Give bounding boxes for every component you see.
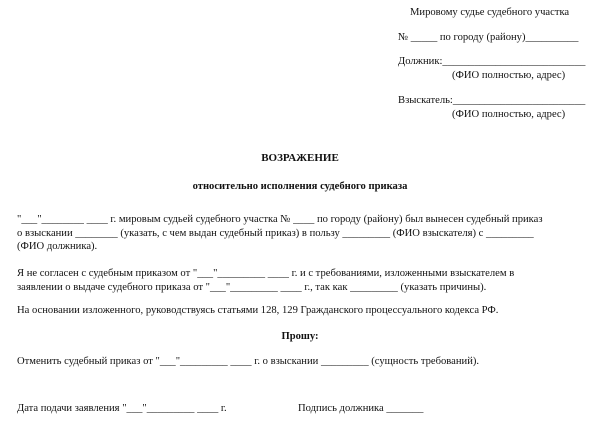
request-heading: Прошу: (281, 331, 319, 342)
claimant-hint: (ФИО полностью, адрес) (452, 109, 566, 120)
request-text: Отменить судебный приказ от "___"_________ ____ г. о взыскании _________ (сущность требований). (17, 356, 480, 367)
paragraph-1-line: "___"________ ____ г. мировым судьей судебного участка № ____ по городу (району) был вынесен судебный приказ (17, 214, 543, 225)
paragraph-1-line: (ФИО должника). (17, 241, 98, 252)
paragraph-2 (17, 267, 569, 294)
paragraph-1-line: о взыскании ________ (указать, с чем выдан судебный приказ) в пользу _________ (ФИО взыскателя) с _________ (17, 227, 534, 239)
paragraph-3 (17, 304, 569, 318)
addressee-line: Мировому судье судебного участка (410, 7, 570, 18)
document-title: ВОЗРАЖЕНИЕ (261, 152, 339, 164)
filing-date-line: Дата подачи заявления "___"_________ ____ г. (17, 403, 227, 414)
paragraph-2-line: заявлении о выдаче судебного приказа от "___"_________ ____ г., так как _________ (указать причины). (17, 281, 487, 293)
debtor-line: Должник:___________________________ (398, 56, 586, 67)
paragraph-1 (17, 213, 569, 254)
paragraph-2-line: Я не согласен с судебным приказом от "___"_________ ____ г. и с требованиями, изложенными взыскателем в (17, 268, 515, 279)
paragraph-3-line: На основании изложенного, руководствуясь статьями 128, 129 Гражданского процессуального кодекса РФ. (17, 305, 499, 316)
signature-line: Подпись должника _______ (298, 403, 424, 414)
document-subtitle: относительно исполнения судебного приказа (192, 181, 408, 192)
debtor-hint: (ФИО полностью, адрес) (452, 70, 566, 81)
claimant-line: Взыскатель:_________________________ (398, 95, 586, 106)
court-line: № _____ по городу (району)__________ (398, 32, 579, 43)
